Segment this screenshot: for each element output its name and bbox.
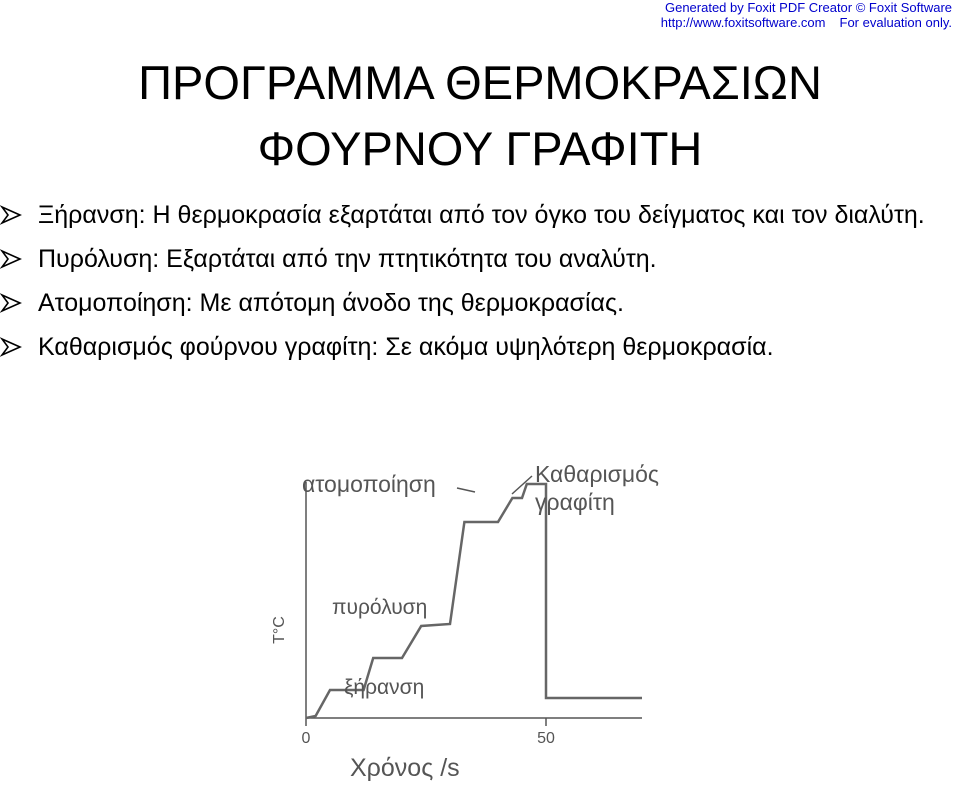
stage-annotation-label: ξήρανση	[344, 676, 425, 699]
y-axis-label: T°C	[271, 616, 288, 644]
arrowhead-bullet-icon	[0, 249, 22, 269]
annotation-pointer-line	[457, 488, 475, 492]
foxit-watermark	[472, 0, 952, 34]
stage-annotation-label: ατομοποίηση	[302, 471, 436, 497]
slide-title-line-2: ΦΟΥΡΝΟΥ ΓΡΑΦΙΤΗ	[257, 122, 703, 175]
bullet-text: Ατομοποίηση: Με απότομη άνοδο της θερμοκρασίας.	[38, 289, 624, 317]
slide-title	[0, 50, 960, 182]
stage-annotations	[302, 461, 659, 699]
x-tick-label: 50	[537, 730, 555, 747]
bullet-item-atomization	[0, 286, 960, 320]
bullet-item-pyrolysis	[0, 242, 960, 276]
x-tick-label: 0	[301, 730, 311, 747]
bullet-text: Ξήρανση: Η θερμοκρασία εξαρτάται από τον όγκο του δείγματος και τον διαλύτη.	[38, 201, 925, 229]
bullet-text: Καθαρισμός φούρνου γραφίτη: Σε ακόμα υψηλότερη θερμοκρασία.	[38, 333, 774, 361]
watermark-generated-by: Generated by Foxit PDF Creator © Foxit Software	[664, 0, 952, 15]
stage-annotation-label: γραφίτη	[535, 489, 615, 515]
slide-title-line-1: ΠΡΟΓΡΑΜΜΑ ΘΕΡΜΟΚΡΑΣΙΩΝ	[138, 56, 822, 109]
arrowhead-bullet-icon	[0, 205, 22, 225]
bullet-item-furnace-cleaning	[0, 330, 960, 364]
arrowhead-bullet-icon	[0, 337, 22, 357]
stage-annotation-label: πυρόλυση	[332, 596, 428, 619]
stage-annotation-label: Καθαρισμός	[535, 461, 659, 487]
x-axis-label: Χρόνος /s	[350, 754, 460, 782]
arrowhead-bullet-icon	[0, 293, 22, 313]
watermark-url[interactable]: http://www.foxitsoftware.com	[660, 15, 826, 30]
furnace-temperature-program-chart	[262, 452, 702, 785]
bullet-list	[0, 198, 960, 364]
x-axis-ticks	[302, 718, 555, 747]
watermark-url-line	[472, 15, 952, 30]
bullet-item-drying	[0, 198, 960, 232]
bullet-text: Πυρόλυση: Εξαρτάται από την πτητικότητα του αναλύτη.	[38, 245, 657, 273]
watermark-evaluation-note: For evaluation only.	[839, 15, 952, 30]
